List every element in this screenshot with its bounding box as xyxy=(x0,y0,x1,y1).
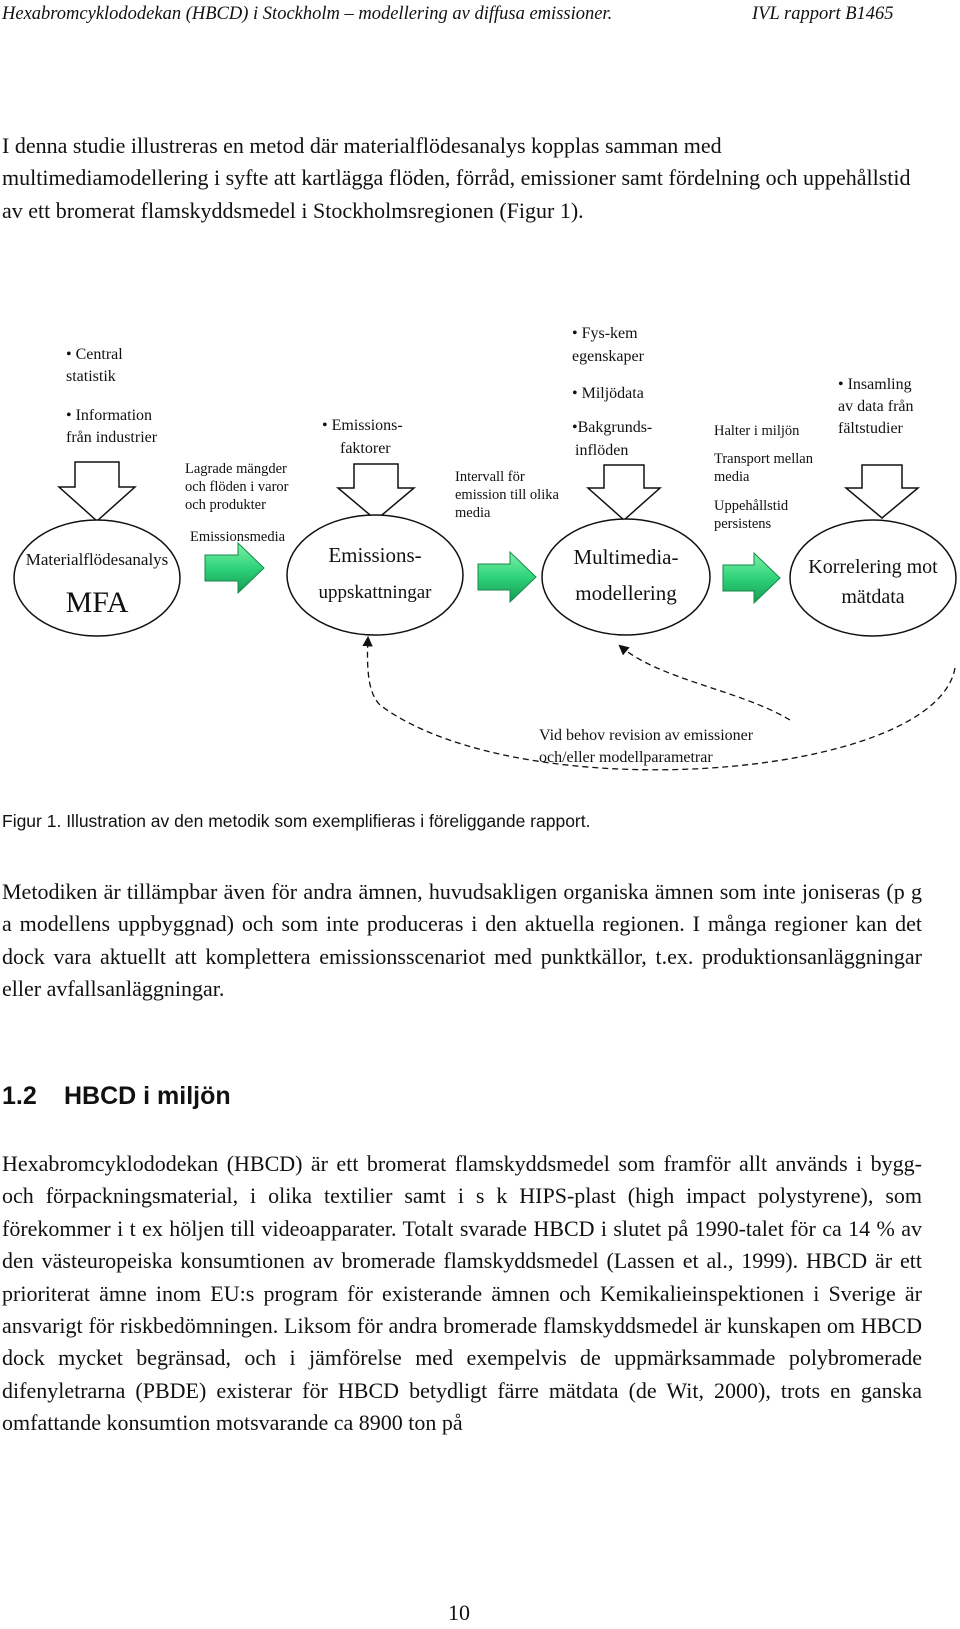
mfa-inputs xyxy=(66,346,158,446)
correlation-title-line: mätdata xyxy=(841,586,905,608)
multimedia-title-line: Multimedia- xyxy=(573,545,679,569)
mfa-input-line: statistik xyxy=(66,368,116,385)
multimedia-ellipse xyxy=(542,519,710,635)
header-title: Hexabromcyklododekan (HBCD) i Stockholm – modellering av diffusa emissioner. xyxy=(2,4,613,24)
figure-caption: Figur 1. Illustration av den metodik som exemplifieras i föreliggande rapport. xyxy=(2,811,591,831)
body-paragraph: Hexabromcyklododekan (HBCD) är ett bromerat flamskyddsmedel som framför allt används i bygg- och förpackningsmaterial, i olika textilier samt i s k HIPS-plast (high impact polystyrene), som förekommer i t ex höljen till videoapparater. Totalt svarade HBCD i slutet på 1990-talet för ca 14 % av den västeuropeiska konsumtionen av bromerade flamskyddsmedel (Lassen et al., 1999). HBCD är ett prioriterat ämne inom EU:s program för existerande ämnen och Kemikalieinspektionen i Sverige är ansvarigt för riskbedömningen. Liksom för andra bromerade flamskyddsmedel är kunskapen om HBCD dock mycket begränsad, och i jämförelse med exempelvis de uppmärksammade polybromerade difenyletrarna (PBDE) existerar för HBCD betydligt färre mätdata (de Wit, 2000), trots en ganska omfattande konsumtion motsvarande ca 8900 ton på xyxy=(2,1151,922,1436)
right-arrow-icon xyxy=(478,552,536,602)
mfa-abbreviation: MFA xyxy=(65,586,129,619)
multimedia-input-line: inflöden xyxy=(575,442,629,459)
down-arrow-icon xyxy=(59,462,135,521)
mfa-input-line: från industrier xyxy=(66,429,158,446)
emission-output-line: Intervall för xyxy=(455,469,525,485)
mfa-title: Materialflödesanalys xyxy=(25,550,169,569)
multimedia-title-line: modellering xyxy=(575,581,677,605)
correlation-ellipse xyxy=(790,520,956,636)
emission-inputs xyxy=(322,417,403,457)
mfa-output-line: Lagrade mängder xyxy=(185,461,287,477)
right-arrow-icon xyxy=(205,543,264,593)
mfa-outputs xyxy=(185,461,289,545)
emission-title-line: Emissions- xyxy=(328,543,422,567)
body-paragraph: Metodiken är tillämpbar även för andra ämnen, huvudsakligen organiska ämnen som inte joniseras (p g a modellens uppbyggnad) och som inte produceras i den aktuella regionen. I många regioner kan det dock vara aktuellt att komplettera emissionsscenariot med punktkällor, t.ex. produktionsanläggningar eller avfallsanläggningar. xyxy=(2,879,922,1002)
section-title: HBCD i miljön xyxy=(64,1082,231,1110)
right-arrow-icon xyxy=(723,553,780,603)
down-arrow-icon xyxy=(588,465,660,520)
feedback-label-line: Vid behov revision av emissioner xyxy=(539,727,754,744)
section-heading xyxy=(2,1082,231,1111)
emission-outputs xyxy=(455,469,559,521)
multimedia-outputs xyxy=(714,423,814,532)
emission-ellipse xyxy=(287,515,463,635)
section-number: 1.2 xyxy=(2,1082,37,1110)
correlation-inputs xyxy=(838,376,914,437)
down-arrow-icon xyxy=(846,465,918,518)
feedback-label xyxy=(539,727,754,766)
correlation-input-line: • Insamling xyxy=(838,376,912,393)
multimedia-output-line: persistens xyxy=(714,516,772,532)
multimedia-output-line: media xyxy=(714,469,750,485)
mfa-input-line: • Central xyxy=(66,346,123,363)
multimedia-output-line: Transport mellan xyxy=(714,451,813,467)
emission-output-line: emission till olika xyxy=(455,487,559,503)
multimedia-inputs xyxy=(572,325,652,459)
multimedia-input-line: • Fys-kem xyxy=(572,325,638,342)
emission-title-line: uppskattningar xyxy=(318,582,432,603)
multimedia-input-line: egenskaper xyxy=(572,348,644,365)
multimedia-input-line: • Miljödata xyxy=(572,385,644,402)
multimedia-output-line: Halter i miljön xyxy=(714,423,800,439)
down-arrow-icon xyxy=(338,464,414,520)
header-report-number: IVL rapport B1465 xyxy=(752,4,894,24)
multimedia-output-line: Uppehållstid xyxy=(714,498,789,514)
mfa-output-line: och flöden i varor xyxy=(185,479,289,495)
mfa-input-line: • Information xyxy=(66,407,153,424)
correlation-input-line: av data från xyxy=(838,398,914,415)
emission-input-line: • Emissions- xyxy=(322,417,403,434)
correlation-input-line: fältstudier xyxy=(838,420,903,437)
correlation-title-line: Korrelering mot xyxy=(808,556,938,578)
page-number: 10 xyxy=(448,1600,470,1625)
mfa-output-line: och produkter xyxy=(185,497,266,513)
emission-output-line: media xyxy=(455,505,491,521)
intro-paragraph: I denna studie illustreras en metod där materialflödesanalys kopplas samman med multimediamodellering i syfte att kartlägga flöden, förråd, emissioner samt fördelning och uppehållstid av ett bromerat flamskyddsmedel i Stockholmsregionen (Figur 1). xyxy=(2,133,911,223)
multimedia-input-line: •Bakgrunds- xyxy=(572,419,653,436)
feedback-label-line: och/eller modellparametrar xyxy=(539,749,713,766)
feedback-dashed-curve xyxy=(620,646,790,720)
emission-input-line: faktorer xyxy=(340,440,391,457)
mfa-output-line: Emissionsmedia xyxy=(190,529,286,545)
method-diagram xyxy=(0,300,960,800)
